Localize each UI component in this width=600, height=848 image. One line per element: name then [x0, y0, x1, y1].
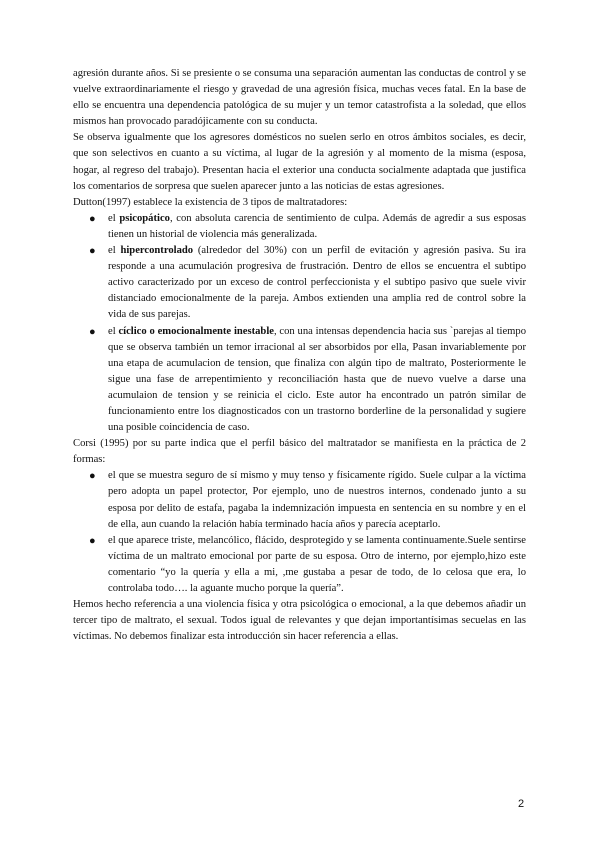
list-item: ● el cíclico o emocionalmente inestable, con una intensas dependencia hacia sus `parejas al tiempo que se observa también un temor irracional al ser absorbidos por ella, Pasan invariablemente por una etapa de acumulacion de tension, que finaliza con algún tipo de maltrato, Posteriormente le sigue una fase de arrepentimiento y reconciliación hasta que de nuevo vuelve a darse una acumulaion de tension y se reinicia el ciclo. Este autor ha encontrado un patrón similar de funcionamiento entre los diagnosticados con un trastorno borderline de la personalidad y sugiere una posible coincidencia de caso.: [89, 325, 526, 434]
paragraph-conclusion: Hemos hecho referencia a una violencia física y otra psicológica o emocional, a la que debemos añadir un tercer tipo de maltrato, el sexual. Todos igual de relevantes y que dejan importantísimas secuelas en las víctimas. No debemos finalizar esta introducción sin hacer referencia a ellas.: [73, 599, 526, 643]
paragraph-corsi-intro: Corsi (1995) por su parte indica que el perfil básico del maltratador se manifiesta en la práctica de 2 formas:: [73, 438, 526, 466]
bullet-icon: ●: [89, 470, 96, 483]
dutton-types-list: [73, 211, 526, 436]
bullet-icon: ●: [89, 325, 96, 338]
page-number: 2: [518, 798, 525, 810]
list-item: ● el psicopático, con absoluta carencia de sentimiento de culpa. Además de agredir a sus esposas tienen un historial de violencia más generalizada.: [89, 212, 526, 240]
list-item: ● el que se muestra seguro de sí mismo y muy tenso y físicamente rígido. Suele culpar a la víctima pero adopta un papel protector, Por ejemplo, uno de nuestros internos, condenado junto a su esposa por delito de estafa, pagaba la indemnización impuesta en sentencia en su nombre y en el de ella, aun cuando la relación había terminado hacía años y parecía aceptarlo.: [89, 470, 526, 530]
bullet-icon: ●: [89, 212, 96, 225]
page-body: [73, 66, 526, 645]
paragraph-intro-continuation: agresión durante años. Si se presiente o se consuma una separación aumentan las conductas de control y se vuelve extraordinariamente el riesgo y gravedad de una agresión física, muchas veces fatal. En la base de ello se encuentra una dependencia patológica de su mujer y un temor catastrofista a la soledad, que ellos mismos han provocado paradójicamente con su conducta.: [73, 68, 526, 128]
bullet-icon: ●: [89, 245, 96, 258]
corsi-forms-list: [73, 468, 526, 597]
term-psicopatico: psicopático: [119, 212, 170, 224]
paragraph-selective-aggressors: Se observa igualmente que los agresores domésticos no suelen serlo en otros ámbitos sociales, es decir, que son selectivos en cuanto a su víctima, al lugar de la agresión y al momento de la misma (esposa, hogar, al regreso del trabajo). Presentan hacia el exterior una conducta socialmente adaptada que justifica los comentarios de sorpresa que suelen aparecer junto a las noticias de estas agresiones.: [73, 132, 526, 192]
term-hipercontrolado: hipercontrolado: [120, 245, 194, 257]
list-item: ● el hipercontrolado (alrededor del 30%) con un perfil de evitación y agresión pasiva. Su ira responde a una acumulación progresiva de frustración. Dentro de ellos se encuentra el subtipo activo caracterizado por un exceso de control perfeccionista y el subtipo pasivo que suele vivir distanciado emocionalmente de la pareja. Ambos extienden una amplia red de control sobre la vida de sus parejas.: [89, 245, 526, 321]
bullet-icon: ●: [89, 534, 96, 547]
paragraph-dutton-intro: Dutton(1997) establece la existencia de 3 tipos de maltratadores:: [73, 196, 348, 208]
term-ciclico: cíclico o emocionalmente inestable: [118, 325, 274, 337]
list-item: ● el que aparece triste, melancólico, flácido, desprotegido y se lamenta continuamente.Suele sentirse víctima de un maltrato emocional por parte de su esposa. Otro de interno, por ejemplo,hizo este comentario “yo la quería y ella a mi, ,me gustaba a pesar de todo, de lo celosa que era, lo controlaba todo…. la aguante mucho porque la quería”.: [89, 534, 526, 594]
